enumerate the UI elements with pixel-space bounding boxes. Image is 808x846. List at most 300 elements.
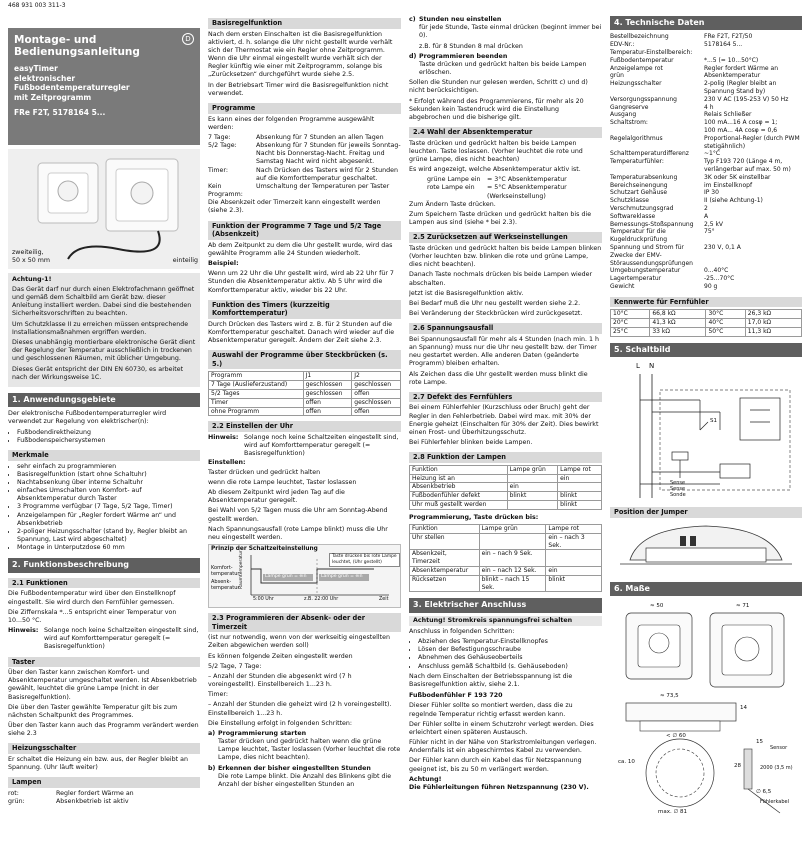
section-2-3-p5: Die Einstellung erfolgt in folgenden Schritten: <box>208 719 353 727</box>
table-cell: blinkt <box>558 492 602 501</box>
f7-p2: Wenn um 22 Uhr die Uhr gestellt wird, wird ab 22 Uhr für 7 Stunden die Absenktemperatur aktiv. Ab 5 Uhr wird die Komforttemperatur aktiv, wieder bis 22 Uhr. <box>208 270 394 294</box>
table-cell: ein – nach 9 Sek. <box>479 550 546 567</box>
step-title: Programmierung starten <box>218 729 307 737</box>
tech-row <box>610 96 802 104</box>
dim-4: ≈ 73,5 <box>660 692 679 699</box>
section-5-title: 5. Schaltbild <box>610 343 802 357</box>
section-1-text: Der elektronische Fußbodentemperaturregler wird verwendet zur Regelung von elektrischer(n): <box>8 410 167 426</box>
tech-row <box>610 197 802 205</box>
taster-p1: Über den Taster kann zwischen Komfort- und Absenktemperatur umgeschaltet werden. Ist Absenkbetrieb gewählt, leuchtet die grüne Lampe (nicht in der Basisregelfunktion). <box>8 669 197 701</box>
caption-einteilig: einteilig <box>172 256 198 264</box>
section-2-4-p2: Es wird angezeigt, welche Absenktemperatur aktiv ist. <box>409 166 581 174</box>
dimension-drawing <box>610 599 802 823</box>
table-cell: Rücksetzen <box>410 575 480 592</box>
tech-row <box>610 244 802 267</box>
tech-key: Anzeigelampe rot <box>610 64 663 72</box>
tech-value: 2-polig (Regler bleibt an Spannung Stand by) <box>704 80 777 95</box>
tech-value: II (siehe Achtung-1) <box>704 197 763 205</box>
section-2-2-p1: Ab diesem Zeitpunkt wird jeden Tag auf die Absenktemperatur geregelt. <box>208 489 345 505</box>
table-cell: blinkt <box>558 501 602 510</box>
dim-1: ≈ 50 <box>650 602 664 609</box>
lamp-meaning: Regler fordert Wärme an <box>56 789 134 797</box>
section-2-title: 2. Funktionsbeschreibung <box>8 558 200 572</box>
tech-row <box>610 283 802 291</box>
caption-size: 50 x 50 mm <box>12 256 51 264</box>
table-cell: ein – nach 3 Sek. <box>546 533 602 550</box>
tech-value: ~1°C <box>704 150 721 158</box>
tech-row <box>610 150 802 158</box>
kennwerte-table <box>610 309 802 336</box>
tech-value: 5178164 5... <box>704 41 743 49</box>
fuehler-p4: Der Fühler kann durch ein Kabel das für Netzspannung geeignet ist, bis zu 50 m verlängert werden. <box>409 757 582 773</box>
tech-row <box>610 119 802 127</box>
section-2-4-p1: Taste drücken und gedrückt halten bis beide Lampen leuchten. Taste loslassen. (Vorher leuchtet die rote und grüne Lampe, dies nicht beachten) <box>409 139 583 163</box>
tech-key: Heizungsschalter <box>610 80 662 88</box>
column-2 <box>208 0 401 791</box>
einstellen-step: wenn die rote Lampe leuchtet, Taster loslassen <box>208 478 357 486</box>
step-d-text: Taste drücken und gedrückt halten bis beide Lampen erlöschen. <box>419 60 587 77</box>
tech-key: Gewicht <box>610 282 635 290</box>
section-2-6-p1: Bei Spannungsausfall für mehr als 4 Stunden (nach min. 1 h an Spannung) muss nur die Uhr neu gestellt bzw. der Timer neu gestartet werden. Alle anderen Daten (geänderte Programm) bleiben erhalten. <box>409 335 599 368</box>
steckbruecken-table <box>208 371 401 416</box>
tech-value: 90 g <box>704 282 718 290</box>
section-3-p1: Anschluss in folgenden Schritten: <box>409 627 515 635</box>
table-cell: Uhr muß gestellt werden <box>410 501 508 510</box>
section-2-5-p3: Jetzt ist die Basisregelfunktion aktiv. <box>409 289 524 297</box>
label-sensor-3: Sonde <box>670 492 686 499</box>
table-cell: blinkt – nach 15 Sek. <box>479 575 546 592</box>
tech-row <box>610 80 802 96</box>
table-cell: blinkt <box>546 575 602 592</box>
tech-key: Schutzklasse <box>610 197 649 205</box>
table-cell: 5/2 Tages <box>209 390 304 399</box>
title-line-2: Bedienungsanleitung <box>14 46 140 59</box>
hint-text: Solange noch keine Schaltzeiten eingestellt sind, wird auf Komforttemperatur geregelt (= Basisregelfunktion) <box>244 434 399 458</box>
title-line-1: Montage- und <box>14 33 97 46</box>
tech-row <box>610 228 802 244</box>
warning-p3: Dieses unabhängig montierbare elektronische Gerät dient der Regelung der Temperatur ausschließlich in trockenen und geschlossenen Räumen, mit üblicher Umgebung. <box>12 339 196 363</box>
label-N: N <box>649 362 655 371</box>
tech-key: Temperaturfühler: <box>610 158 664 166</box>
list-item: • Abziehen des Temperatur-Einstellknopfes <box>418 638 602 646</box>
product-line-4: mit Zeitprogramm <box>14 93 92 103</box>
fuehler-p6: Die Fühlerleitungen führen Netzspannung (230 V). <box>409 783 589 791</box>
bar-2-label: Lampe grün = ein <box>321 574 363 580</box>
table-cell: 26,3 kΩ <box>745 310 801 319</box>
section-2-6-p2: Als Zeichen dass die Uhr gestellt werden muss blinkt die rote Lampe. <box>409 370 588 386</box>
table-cell: 11,3 kΩ <box>745 327 801 336</box>
tech-row <box>610 267 802 275</box>
merkmale-title: Merkmale <box>8 450 200 461</box>
dim-9: 28 <box>734 762 741 769</box>
time-label-2: z.B. 22:00 Uhr <box>304 597 339 603</box>
lamp-state: grüne Lampe ein <box>427 176 481 184</box>
section-2-4-p4: Zum Speichern Taste drücken und gedrückt halten bis die Lampen aus sind (siehe * bei 2.3). <box>409 211 592 227</box>
dim-11: ca. 10 <box>618 758 635 765</box>
table-cell: Lampe grün <box>507 465 558 474</box>
timer-text: Durch Drücken des Tasters wird z. B. für 2 Stunden auf die Komforttemperatur geschaltet. Danach wird wieder auf die Absenktemperatur geregelt. Ändern der Zeit siehe 2.3. <box>208 320 395 345</box>
table-cell <box>546 550 602 567</box>
section-2-3-p2: Es können folgende Zeiten eingestellt werden <box>208 652 353 660</box>
fuehler-p5: Achtung! <box>409 775 442 783</box>
tech-value: 2 <box>704 204 708 212</box>
figure-y-label-1: Komfort- <box>211 565 233 572</box>
step-c-text2: z.B. für 8 Stunden 8 mal drücken <box>419 42 523 50</box>
section-2-3-p4: Timer: <box>208 691 229 699</box>
section-2-1-title: 2.1 Funktionen <box>8 578 200 589</box>
circuit-diagram <box>610 360 802 502</box>
section-2-5-p2: Danach Taste nochmals drücken bis beide Lampen wieder abschalten. <box>409 271 593 287</box>
title-band <box>8 28 200 145</box>
dim-8: 2000 (3,5 m) <box>760 764 793 771</box>
figure-callout <box>329 553 400 566</box>
tech-key: Gangreserve <box>610 103 649 111</box>
section-2-4-title: 2.4 Wahl der Absenktemperatur <box>409 127 602 138</box>
fuehler-title: Fußbodenfühler F 193 720 <box>409 692 503 700</box>
step-d <box>409 53 602 61</box>
step-title: Stunden neu einstellen <box>419 16 502 23</box>
taster-p2: Die über den Taster gewählte Temperatur gilt bis zum nächsten Schaltpunkt des Programmes. <box>8 703 178 719</box>
tech-key <box>610 127 704 135</box>
tech-key: Spannung und Strom für Zwecke der EMV-Störaussendungsprüfungen <box>610 243 693 267</box>
tech-value: 3K oder 5K einstellbar <box>704 173 771 181</box>
tech-key: Ausgang <box>610 111 637 119</box>
table-cell: Lampe rot <box>558 465 602 474</box>
product-photo <box>8 149 200 269</box>
table-cell: geschlossen <box>352 381 401 390</box>
tech-row <box>610 174 802 182</box>
table-cell: J1 <box>303 372 352 381</box>
jumper-figure <box>610 520 802 576</box>
tech-value: im Einstellknopf <box>704 181 753 189</box>
section-2-5-p4: Bei Bedarf muß die Uhr neu gestellt werden siehe 2.2. <box>409 299 581 307</box>
tech-row <box>610 41 802 49</box>
tech-row <box>610 213 802 221</box>
programmierung-title: Programmierung, Taste drücken bis: <box>409 513 539 521</box>
section-2-1-hint <box>8 627 200 652</box>
programme-title: Programme <box>208 103 401 114</box>
taster-p3: Über den Taster kann auch das Programm verändert werden siehe 2.3 <box>8 722 199 738</box>
section-2-1-p2: Die Ziffernskala *...5 entspricht einer Temperatur von 10...50 °C. <box>8 608 177 624</box>
table-cell: ohne Programm <box>209 407 304 416</box>
step-a-text: Taster drücken und gedrückt halten wenn die grüne Lampe leuchtet, Taster loslassen (Vorher leuchtet die rote Lampe, dies nicht beachten). <box>218 738 401 762</box>
table-cell <box>558 483 602 492</box>
section-3-p2: Nach dem Einschalten der Betriebsspannung ist die Basisregelfunktion aktiv, siehe 2.1. <box>409 672 573 688</box>
list-item: • Abnehmen des Gehäuseoberteils <box>418 654 602 662</box>
table-cell: Funktion <box>410 525 480 534</box>
table-cell: 33 kΩ <box>650 327 706 336</box>
table-row <box>410 533 602 550</box>
program-desc: Umschaltung der Temperaturen per Taster <box>256 182 390 190</box>
timer-title: Funktion des Timers (kurzzeitig Komforttemperatur) <box>208 300 401 319</box>
kennwerte-title: Kennwerte für Fernfühler <box>610 297 802 308</box>
table-cell: Absenkbetrieb <box>410 483 508 492</box>
tech-row <box>610 221 802 229</box>
table-cell: 7 Tage (Auslieferzustand) <box>209 381 304 390</box>
tech-key: Temperaturabsenkung <box>610 173 678 181</box>
figure-title: Prinzip der Schaltzeiteinstellung <box>211 546 318 553</box>
table-cell: 66,8 kΩ <box>650 310 706 319</box>
table-row <box>209 381 401 390</box>
table-row <box>410 474 602 483</box>
f7-title: Funktion der Programme 7 Tage und 5/2 Tage (Absenkzeit) <box>208 221 401 240</box>
step-title: Erkennen der bisher eingestellten Stunden <box>218 764 371 772</box>
table-cell: Lampe grün <box>479 525 546 534</box>
tech-key: Softwareklasse <box>610 212 656 220</box>
masse-figure <box>610 599 802 823</box>
product-line-1: easyTimer <box>14 63 58 73</box>
section-2-6-title: 2.6 Spannungsausfall <box>409 323 602 334</box>
callout-line: leuchtet, (Uhr gestellt) <box>332 559 382 565</box>
tech-row <box>610 127 802 135</box>
label-S1: S1 <box>710 418 717 425</box>
section-1-title: 1. Anwendungsgebiete <box>8 393 200 407</box>
step-a <box>208 730 401 738</box>
program-name: 5/2 Tage: <box>208 142 237 150</box>
table-cell: ein <box>558 474 602 483</box>
fuehler-p2: Der Fühler sollte in einem Schutzrohr verlegt werden. Dies erleichtert einen späteren Austausch. <box>409 720 594 736</box>
tech-row <box>610 182 802 190</box>
bar-1-label: Lampe grün = ein <box>265 574 307 580</box>
table-row <box>410 492 602 501</box>
time-label-1: 5:00 Uhr <box>253 597 274 603</box>
tech-value: 100 mA... 4A cosφ = 0,6 <box>704 126 778 134</box>
absenk-row <box>409 184 602 200</box>
lamp-meaning: = 3°C Absenktemperatur <box>487 176 567 184</box>
section-2-8-title: 2.8 Funktion der Lampen <box>409 452 602 463</box>
list-item: • Fußbodenspeichersystemen <box>17 437 200 445</box>
tech-key: Schaltstrom: <box>610 119 648 127</box>
warning-p4: Dieses Gerät entspricht der DIN EN 60730, es arbeitet nach der Wirkungsweise 1C. <box>12 365 184 381</box>
tech-value: -25...70°C <box>704 275 735 283</box>
tech-row <box>610 49 802 57</box>
tech-key: Schutzart Gehäuse <box>610 189 668 197</box>
f7-beispiel-label: Beispiel: <box>208 260 239 268</box>
table-cell: offen <box>352 407 401 416</box>
table-row <box>611 327 802 336</box>
table-cell: ein – nach 12 Sek. <box>479 567 546 576</box>
tech-row <box>610 65 802 73</box>
basis-title: Basisregelfunktion <box>208 18 401 29</box>
table-cell: 20°C <box>611 319 650 328</box>
section-3-title: 3. Elektrischer Anschluss <box>409 598 602 612</box>
dim-cable: Fühlerkabel <box>760 798 789 805</box>
tech-key: Versorgungsspannung <box>610 95 677 103</box>
lampen-title: Lampen <box>8 777 200 788</box>
table-cell: 17,0 kΩ <box>745 319 801 328</box>
lamp-meaning: = 5°C Absenktemperatur (Werkseinstellung) <box>487 184 567 200</box>
product-line-2: elektronischer <box>14 73 76 83</box>
list-item: • 2-poliger Heizungsschalter (stand by, Regler bleibt an Spannung, Last wird abgeschaltet) <box>17 528 200 544</box>
warning-p1: Das Gerät darf nur durch einen Elektrofachmann geöffnet und gemäß dem Schaltbild am Gerät bzw. dieser Anleitung installiert werden. Dabei sind die bestehenden Sicherheitsvorschriften zu beachten. <box>12 285 195 318</box>
column-3 <box>409 0 602 794</box>
section-4-title: 4. Technische Daten <box>610 16 802 30</box>
program-name: 7 Tage: <box>208 133 231 141</box>
step-title: Programmieren beenden <box>419 52 508 60</box>
figure-y-label-3: Absenk- <box>211 579 232 586</box>
warning-box <box>8 273 200 387</box>
table-cell: 50°C <box>706 327 745 336</box>
section-3-list <box>409 638 602 671</box>
section-2-3-p1: (ist nur notwendig, wenn von der werkseitig eingestellten Zeiten abgewichen werden soll) <box>208 634 390 650</box>
schaltzeit-figure <box>208 544 401 608</box>
table-cell: Timer <box>209 398 304 407</box>
tech-value: IP 30 <box>704 189 719 197</box>
label-L: L <box>636 362 640 371</box>
dim-2: ≈ 71 <box>736 602 750 609</box>
list-item: • 3 Programme verfügbar (7 Tage, 5/2 Tage, Timer) <box>17 503 200 511</box>
step-letter: d) <box>409 52 417 60</box>
dim-6: max. ∅ 81 <box>658 808 688 815</box>
tech-key: Bemessungs-Stoßspannung <box>610 220 694 228</box>
tech-key: Fußbodentemperatur <box>610 56 674 64</box>
jumper-title: Position der Jumper <box>610 507 802 518</box>
tech-row <box>610 135 802 151</box>
tech-row <box>610 158 802 174</box>
lampen-row <box>8 798 200 806</box>
programme-intro: Es kann eines der folgenden Programme ausgewählt werden: <box>208 115 375 131</box>
section-3-warning: Achtung! Stromkreis spannungsfrei schalten <box>409 616 602 626</box>
table-cell <box>507 501 558 510</box>
lamp-color: grün: <box>8 798 25 806</box>
list-item: • Anzeigelampen für „Regler fordert Wärme an“ und Absenkbetrieb <box>17 512 200 528</box>
table-cell: ein <box>507 483 558 492</box>
table-cell: 10°C <box>611 310 650 319</box>
tech-value: FRe F2T, F2T/50 <box>704 33 753 41</box>
table-cell: Heizung ist an <box>410 474 508 483</box>
list-item: • Lösen der Befestigungsschraube <box>418 646 602 654</box>
product-line-3: Fußbodentemperaturregler <box>14 83 130 93</box>
figure-axis-label: Raumtemperatur <box>239 550 244 590</box>
table-cell: offen <box>303 398 352 407</box>
program-desc: Absenkung für 7 Stunden für jeweils Sonntag-Nacht bis Donnerstag-Nacht. Freitag und Samstag Nacht wird nicht abgesenkt. <box>256 142 401 166</box>
section-1-list <box>8 429 200 445</box>
tech-key: Temperatur-Einstellbereich: <box>610 48 693 56</box>
tech-value: Proportional-Regler (durch PWM stetigähnlich) <box>704 134 800 150</box>
table-cell: Absenkzeit, Timerzeit <box>410 550 480 567</box>
tech-row <box>610 33 802 41</box>
table-row <box>410 567 602 576</box>
tech-data-table <box>610 33 802 290</box>
program-desc: Absenkung für 7 Stunden an allen Tagen <box>256 133 384 141</box>
section-2-5-p1: Taste drücken und gedrückt halten bis beide Lampen blinken (Vorher leuchten bzw. blinken die rote und grüne Lampe, dies nicht beachten). <box>409 244 602 269</box>
section-2-3-i2: – Anzahl der Stunden die geheizt wird (2 h voreingestellt). Einstellbereich 1...23 h. <box>208 701 392 717</box>
step-letter: c) <box>409 16 416 23</box>
section-2-5-title: 2.5 Zurücksetzen auf Werkseinstellungen <box>409 232 602 243</box>
callout-line: Taste drücken bis rote Lampe <box>332 554 397 560</box>
section-2-3-i1: – Anzahl der Stunden die abgesenkt wird (7 h voreingestellt). Einstellbereich 1...23 h. <box>208 672 352 689</box>
column-1 <box>8 0 200 806</box>
note-1: Sollen die Stunden nur gelesen werden, Schritt c) und d) nicht berücksichtigen. <box>409 79 588 95</box>
table-row <box>410 483 602 492</box>
hint-text: Solange noch keine Schaltzeiten eingestellt sind, wird auf Komforttemperatur geregelt (= Basisregelfunktion) <box>44 627 199 651</box>
lamp-state: rote Lampe ein <box>427 184 475 192</box>
table-cell: blinkt <box>507 492 558 501</box>
section-2-7-p2: Bei Fühlerfehler blinken beide Lampen. <box>409 439 533 447</box>
tech-value: Typ F193 720 (Länge 4 m, verlängerbar auf max. 50 m) <box>704 158 791 173</box>
tech-row <box>610 275 802 283</box>
programme-row <box>208 142 401 167</box>
label-sensor-2: Sense <box>670 486 686 493</box>
table-cell: 25°C <box>611 327 650 336</box>
section-2-7-title: 2.7 Defekt des Fernfühlers <box>409 392 602 403</box>
section-2-2-hint <box>208 434 401 459</box>
time-label-3: Zeit <box>379 597 389 603</box>
tech-row <box>610 72 802 80</box>
section-2-2-title: 2.2 Einstellen der Uhr <box>208 421 401 432</box>
tech-value: 100 mA...16 A cosφ = 1; <box>704 119 778 127</box>
dim-10: ∅ 6,5 <box>756 788 772 795</box>
list-item: • Nachtabsenkung über interne Schaltuhr <box>17 479 200 487</box>
merkmale-list <box>8 463 200 553</box>
basis-p2: In der Betriebsart Timer wird die Basisregelfunktion nicht verwendet. <box>208 81 389 97</box>
tech-value: 230 V AC (195-253 V) 50 Hz <box>704 95 789 103</box>
list-item: • Anschluss gemäß Schaltbild (s. Gehäuseboden) <box>418 663 602 671</box>
steckbruecken-title: Auswahl der Programme über Steckbrücken (s. 5.) <box>208 350 401 369</box>
lamp-meaning: Absenkbetrieb ist aktiv <box>56 798 129 806</box>
fuehler-p3: Fühler nicht in der Nähe von Starkstromleitungen verlegen. Andernfalls ist ein abgeschirmtes Kabel zu verwenden. <box>409 739 597 755</box>
table-cell: Lampe rot <box>546 525 602 534</box>
table-cell: ein <box>546 567 602 576</box>
table-row <box>410 501 602 510</box>
tech-key: EDV-Nr.: <box>610 41 635 49</box>
tech-key: Lagertemperatur <box>610 275 662 283</box>
note-2: * Erfolgt während des Programmierens, für mehr als 20 Sekunden kein Tastendruck wird die Einstellung abgebrochen und die bisherige gilt. <box>409 97 584 121</box>
tech-key: Umgebungstemperatur <box>610 267 681 275</box>
table-cell: geschlossen <box>303 390 352 399</box>
tech-value: Absenktemperatur <box>704 72 761 80</box>
table-cell <box>479 533 546 550</box>
basis-p1: Nach dem ersten Einschalten ist die Basisregelfunktion aktiviert, d. h. solange die Uhr nicht gestellt wurde verhält sich der Thermostat wie ein Regler ohne Zeitprogramm. Wenn die Uhr einmal eingestellt wurde verhält sich der Regler künftig wie einer mit Zeitprogramm, solange bis „Zurücksetzen“ durchgeführt wurde siehe 2.5. <box>208 30 393 79</box>
tech-key: Regelalgorithmus <box>610 134 663 142</box>
tech-key: Bestellbezeichnung <box>610 33 669 41</box>
step-c <box>409 16 602 24</box>
einstellen-label: Einstellen: <box>208 458 246 466</box>
step-letter: b) <box>208 764 216 772</box>
list-item: • einfaches Umschalten von Komfort- auf Absenktemperatur durch Taster <box>17 487 200 503</box>
list-item: • sehr einfach zu programmieren <box>17 463 200 471</box>
schaltbild-figure <box>610 360 802 502</box>
programme-row <box>208 183 401 199</box>
table-cell: J2 <box>352 372 401 381</box>
section-2-7-p1: Bei einem Fühlerfehler (Kurzschluss oder Bruch) geht der Regler in den Fehlerbetrieb. Dabei wird max. mit 30% der Energie geheizt (Einschalten für 30% der Zeit). Dies bewirkt einen Frost- und Überhitzungsschutz. <box>409 404 599 436</box>
table-row <box>611 310 802 319</box>
programme-row <box>208 134 401 142</box>
table-row <box>209 390 401 399</box>
tech-value <box>704 49 802 57</box>
caption-zweiteilig: zweiteilig, <box>12 248 44 256</box>
tech-value: 75° <box>704 228 715 236</box>
program-desc: Nach Drücken des Tasters wird für 2 Stunden auf die Komforttemperatur geschaltet. <box>256 166 399 182</box>
table-header <box>410 465 602 474</box>
table-cell: Absenktemperatur <box>410 567 480 576</box>
tech-value: 4 h <box>704 103 714 111</box>
tech-value: 230 V, 0,1 A <box>704 243 741 251</box>
section-2-3-p3: 5/2 Tage, 7 Tage: <box>208 662 262 670</box>
program-name: Kein Programm: <box>208 182 243 199</box>
jumper-diagram <box>610 520 802 576</box>
tech-key: Temperatur für die Kugeldruckprüfung <box>610 228 668 244</box>
taster-title: Taster <box>8 657 200 668</box>
section-2-1-p1: Die Fußbodentemperatur wird über den Einstellknopf eingestellt. Sie wird durch den Fernfühler gemessen. <box>8 590 176 606</box>
tech-key: Schalttemperaturdifferenz <box>610 150 689 158</box>
step-c-text1: für jede Stunde, Taste einmal drücken (beginnt immer bei 0). <box>419 24 602 40</box>
model: FRe F2T, 5178164 5... <box>14 107 106 117</box>
warning-p2: Um Schutzklasse II zu erreichen müssen entsprechende Installationsmaßnahmen ergriffen werden. <box>12 320 189 336</box>
dim-sensor: Sensor <box>770 744 788 751</box>
table-cell: Fußbodenfühler defekt <box>410 492 508 501</box>
lampen-row <box>8 790 200 798</box>
